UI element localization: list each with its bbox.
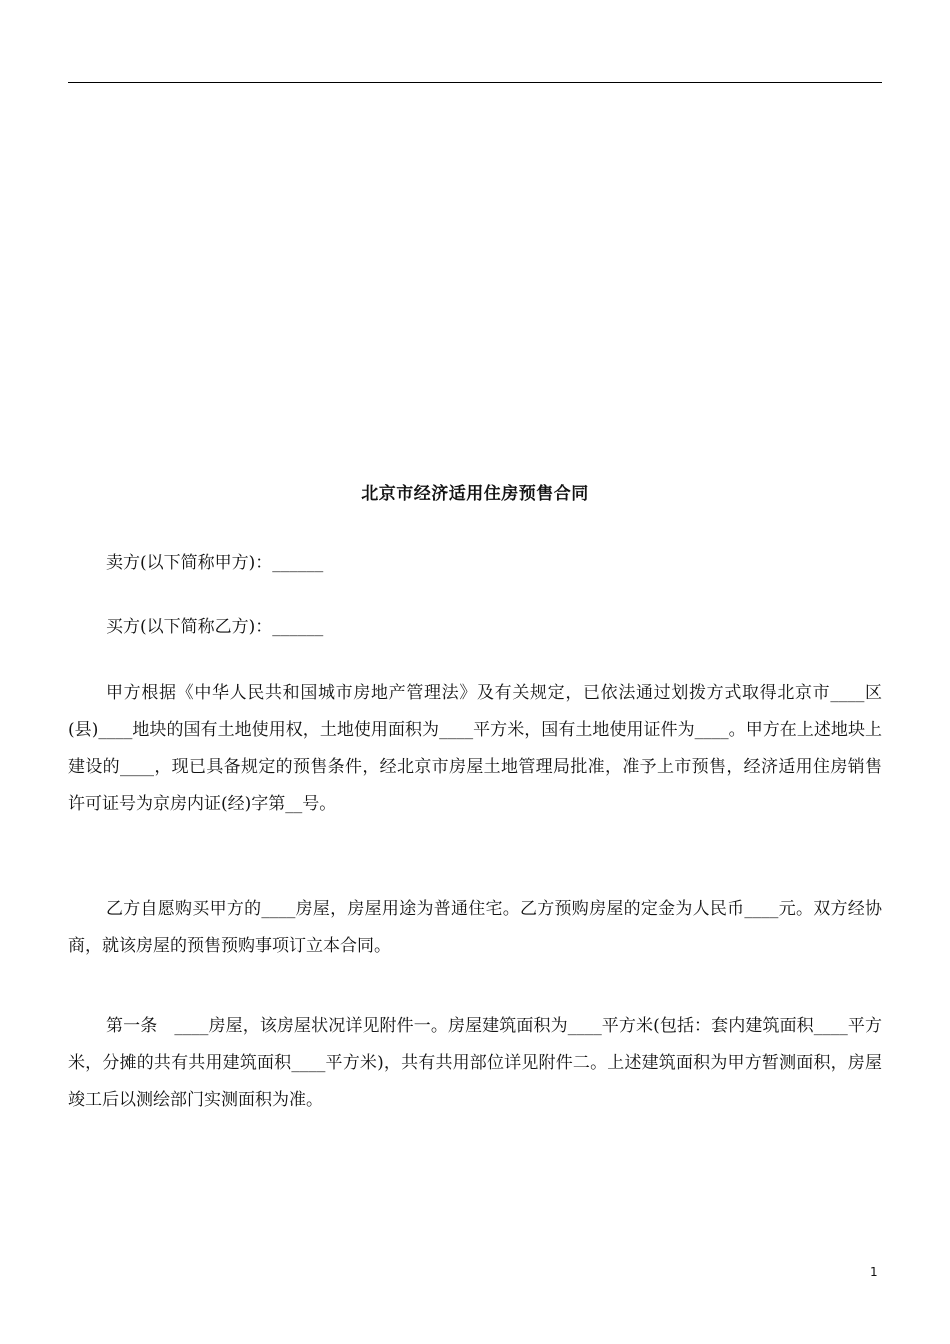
document-title: 北京市经济适用住房预售合同 xyxy=(361,484,589,504)
header-rule xyxy=(68,82,882,83)
buyer-line: 买方(以下简称乙方)：______ xyxy=(106,617,324,637)
seller-line: 卖方(以下简称甲方)：______ xyxy=(106,553,324,573)
purchase-paragraph: 乙方自愿购买甲方的____房屋，房屋用途为普通住宅。乙方预购房屋的定金为人民币____元。双方经协商，就该房屋的预售预购事项订立本合同。 xyxy=(68,899,882,956)
article-1-paragraph: 第一条 ____房屋，该房屋状况详见附件一。房屋建筑面积为____平方米(包括：套内建筑面积____平方米，分摊的共有共用建筑面积____平方米)，共有共用部位详见附件二。上述建筑面积为甲方暂测面积，房屋竣工后以测绘部门实测面积为准。 xyxy=(68,1016,882,1110)
page-number: 1 xyxy=(870,1265,878,1279)
intro-paragraph: 甲方根据《中华人民共和国城市房地产管理法》及有关规定，已依法通过划拨方式取得北京市____区(县)____地块的国有土地使用权，土地使用面积为____平方米，国有土地使用证件为____。甲方在上述地块上建设的____，现已具备规定的预售条件，经北京市房屋土地管理局批准，准予上市预售，经济适用住房销售许可证号为京房内证(经)字第__号。 xyxy=(68,683,882,814)
